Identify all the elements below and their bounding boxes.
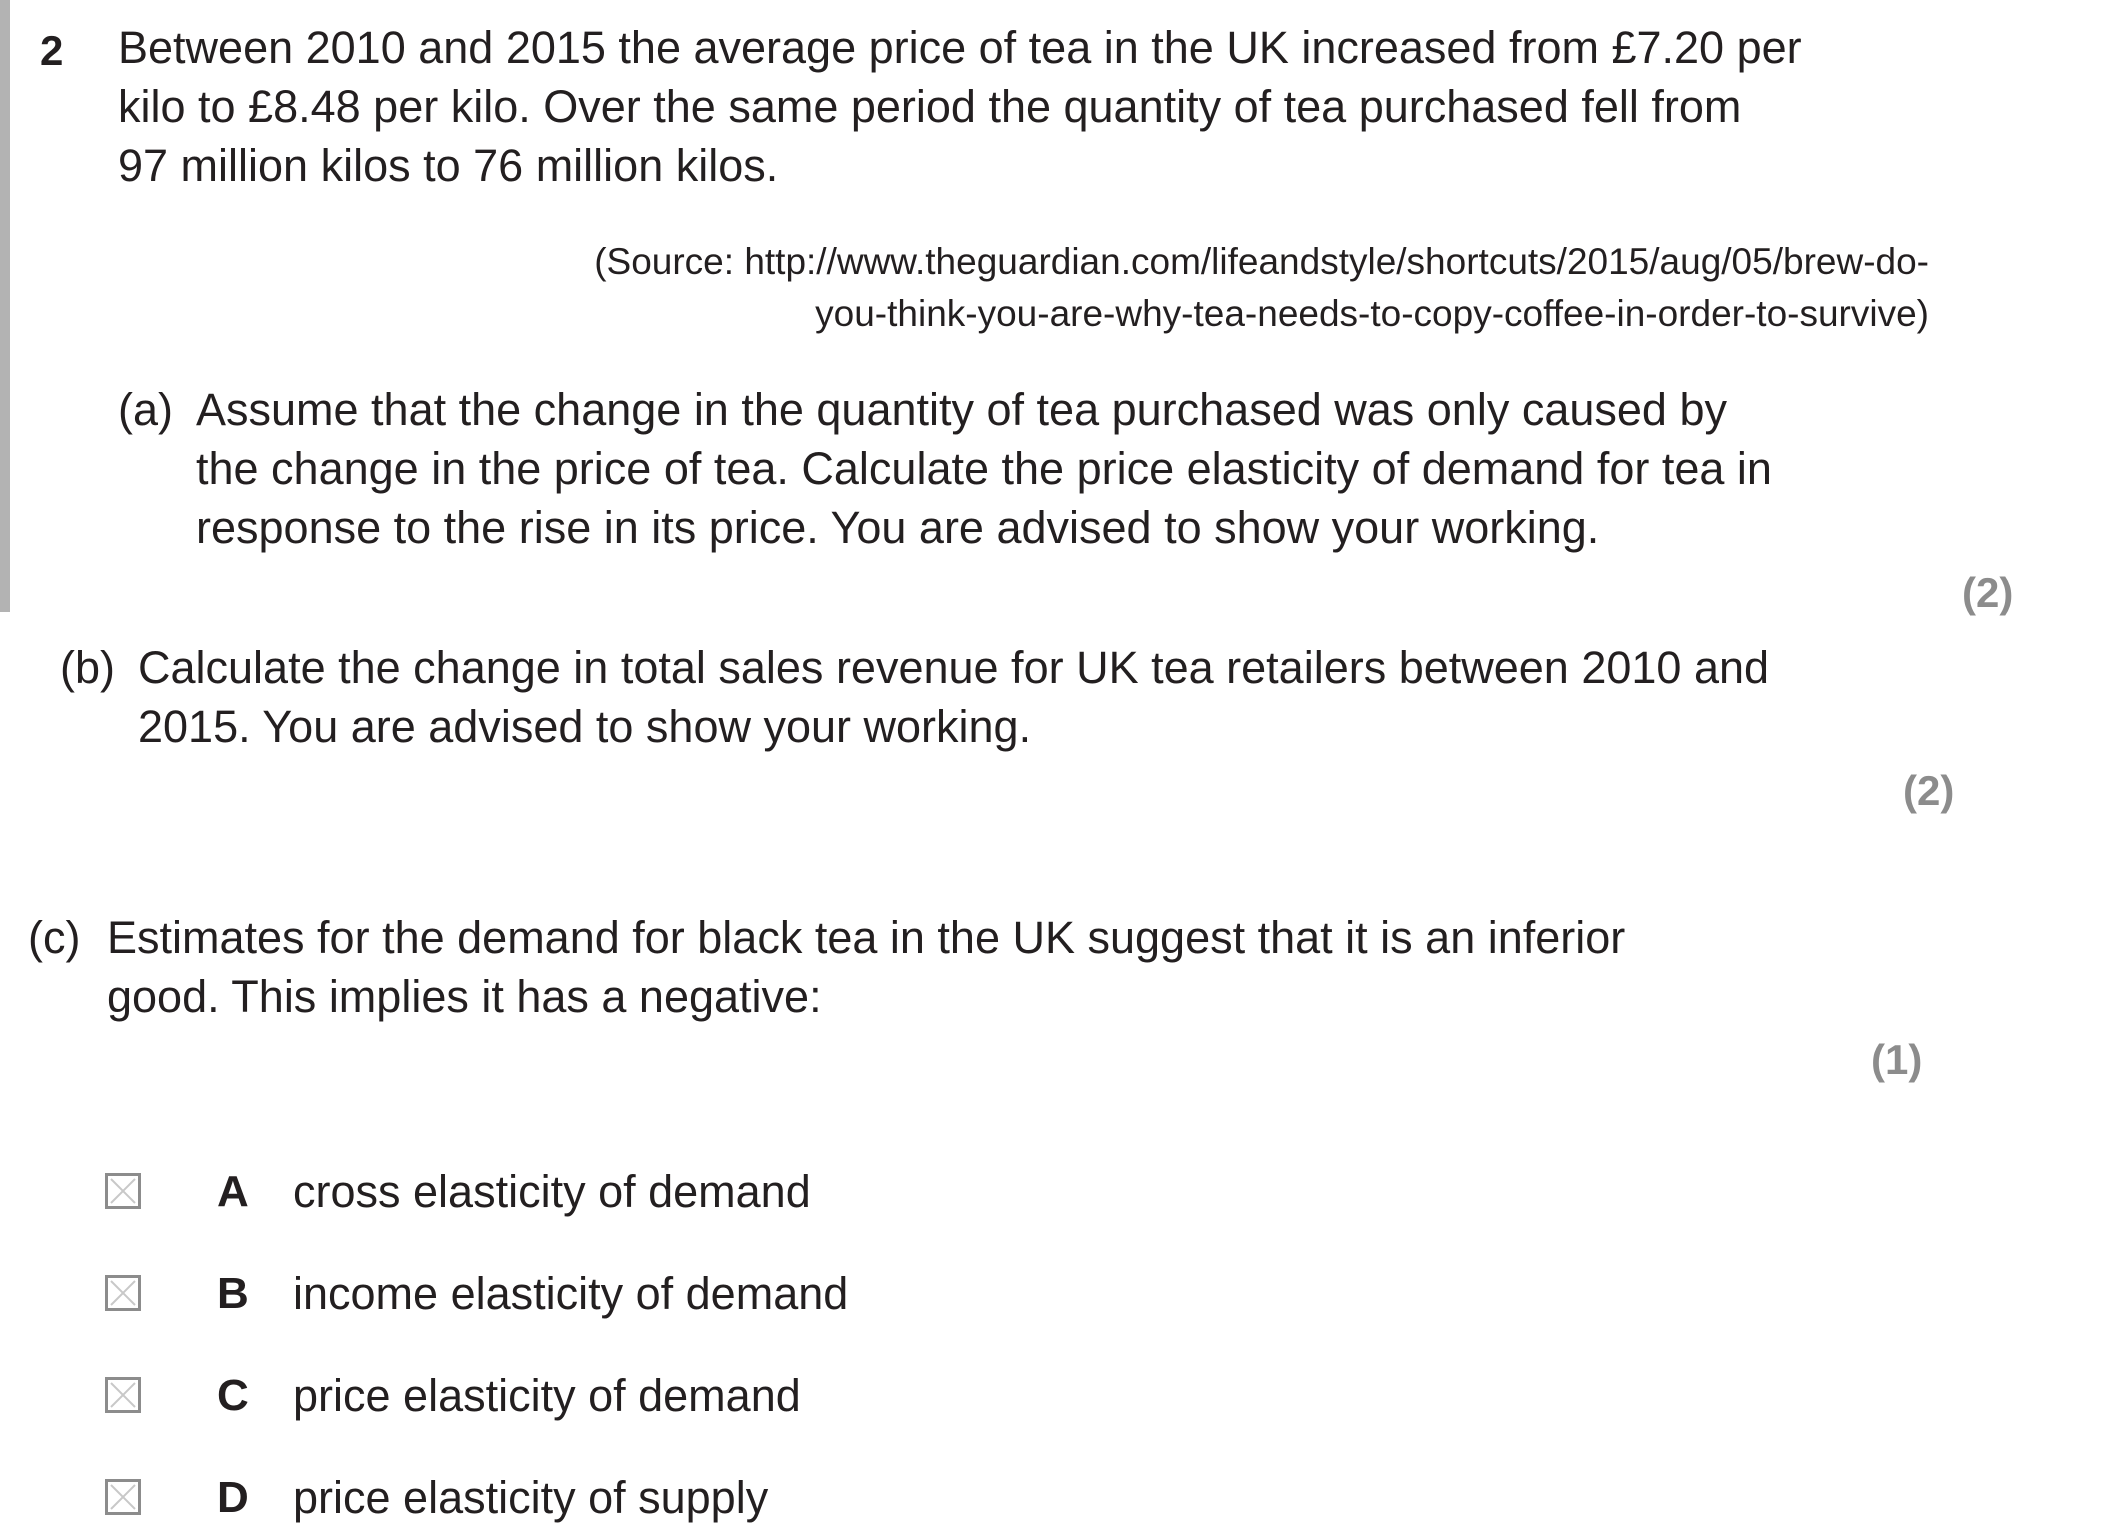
source-line: (Source: http://www.theguardian.com/lifeandstyle/shortcuts/2015/aug/05/brew-do- [594, 241, 1929, 282]
question-number: 2 [40, 27, 64, 74]
option-d[interactable] [105, 1469, 1005, 1529]
option-c-checkbox[interactable] [105, 1377, 141, 1413]
option-c[interactable] [105, 1367, 1005, 1427]
part-c-text [107, 908, 1625, 1026]
option-d-text: price elasticity of supply [293, 1472, 769, 1523]
part-c-label: (c) [28, 912, 81, 963]
part-a-line: response to the rise in its price. You are advised to show your working. [196, 502, 1600, 553]
part-b-text [138, 638, 1769, 756]
stem-line: 97 million kilos to 76 million kilos. [118, 140, 779, 191]
option-b-text: income elasticity of demand [293, 1268, 849, 1319]
cross-icon [108, 1380, 138, 1410]
part-b-line: Calculate the change in total sales revenue for UK tea retailers between 2010 and [138, 642, 1770, 693]
option-a-checkbox[interactable] [105, 1173, 141, 1209]
option-b-checkbox[interactable] [105, 1275, 141, 1311]
part-b-label: (b) [60, 642, 115, 693]
part-b-line: 2015. You are advised to show your working. [138, 701, 1032, 752]
option-a[interactable] [105, 1163, 1005, 1223]
cross-icon [108, 1176, 138, 1206]
cross-icon [108, 1278, 138, 1308]
option-a-letter: A [217, 1167, 249, 1216]
part-b-marks: (2) [1903, 767, 1955, 814]
option-d-checkbox[interactable] [105, 1479, 141, 1515]
stem-line: kilo to £8.48 per kilo. Over the same period the quantity of tea purchased fell from [118, 81, 1742, 132]
option-c-text: price elasticity of demand [293, 1370, 801, 1421]
part-a-text [196, 380, 1772, 557]
option-b-letter: B [217, 1269, 249, 1318]
part-c-marks: (1) [1871, 1036, 1923, 1083]
part-a-line: the change in the price of tea. Calculate the price elasticity of demand for tea in [196, 443, 1772, 494]
option-b[interactable] [105, 1265, 1005, 1325]
part-a-marks: (2) [1962, 569, 2014, 616]
option-c-letter: C [217, 1371, 249, 1420]
margin-bar [0, 0, 10, 612]
part-a-label: (a) [118, 384, 173, 435]
part-c-line: Estimates for the demand for black tea in the UK suggest that it is an inferior [107, 912, 1626, 963]
option-a-text: cross elasticity of demand [293, 1166, 811, 1217]
source-citation [594, 236, 1929, 340]
source-line: you-think-you-are-why-tea-needs-to-copy-coffee-in-order-to-survive) [815, 293, 1929, 334]
option-d-letter: D [217, 1473, 249, 1522]
cross-icon [108, 1482, 138, 1512]
question-stem [118, 18, 1802, 195]
part-c-line: good. This implies it has a negative: [107, 971, 822, 1022]
stem-line: Between 2010 and 2015 the average price of tea in the UK increased from £7.20 per [118, 22, 1802, 73]
part-a-line: Assume that the change in the quantity of tea purchased was only caused by [196, 384, 1727, 435]
